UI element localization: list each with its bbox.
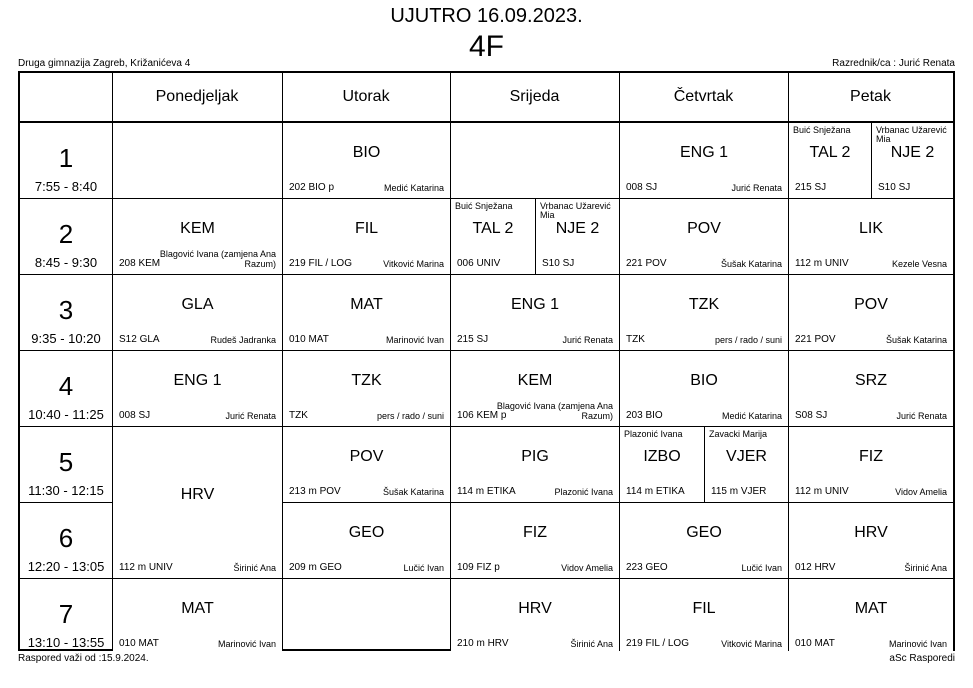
lesson-subject: BIO (352, 144, 381, 161)
lesson-subject: BIO (690, 372, 718, 389)
lesson-teacher: Buić Snježana (455, 201, 513, 211)
lesson-subject: MAT (181, 600, 214, 617)
period-cell (20, 350, 112, 426)
lesson-teacher: Jurić Renata (896, 411, 947, 421)
lesson-cell (113, 351, 282, 426)
period-number: 1 (58, 143, 74, 173)
lesson-cell (705, 427, 788, 502)
lesson-cell (451, 199, 535, 274)
lesson-room: 213 m POV (289, 486, 341, 497)
class-name: 4F (468, 30, 504, 63)
lesson-teacher: Buić Snježana (793, 125, 851, 135)
lesson-room: S10 SJ (878, 182, 911, 193)
lesson-room: 115 m VJER (711, 486, 767, 497)
lesson-room: 008 SJ (626, 182, 658, 193)
lesson-room: 112 m UNIV (795, 258, 849, 269)
lesson-teacher: Šušak Katarina (382, 487, 444, 497)
lesson-teacher: Plazonić Ivana (554, 487, 613, 497)
period-time: 11:30 - 12:15 (28, 483, 104, 498)
lesson-cell (789, 579, 953, 654)
lesson-cell (283, 123, 450, 198)
lesson-room: 112 m UNIV (119, 562, 173, 573)
lesson-subject: ENG 1 (173, 372, 222, 389)
lesson-room: 215 SJ (795, 182, 827, 193)
timetable-grid (18, 71, 955, 651)
lesson-subject: TAL 2 (472, 220, 514, 237)
lesson-teacher: Zavacki Marija (709, 429, 768, 439)
lesson-subject: FIZ (859, 448, 883, 465)
lesson-room: 010 MAT (289, 334, 329, 345)
lesson-cell (113, 199, 282, 274)
lesson-subject: FIZ (523, 524, 547, 541)
lesson-room: 010 MAT (119, 638, 159, 649)
lesson-cell (789, 503, 953, 578)
lesson-cell (620, 427, 704, 502)
lesson-cell (283, 275, 450, 350)
lesson-teacher: Širinić Ana (904, 563, 947, 573)
lesson-room: 210 m HRV (457, 638, 509, 649)
lesson-teacher: Marinović Ivan (385, 335, 444, 345)
period-cell (20, 502, 112, 578)
period-time: 12:20 - 13:05 (27, 559, 105, 574)
lesson-cell (789, 427, 953, 502)
lesson-cell (789, 351, 953, 426)
period-number: 3 (58, 295, 74, 325)
lesson-cell (283, 503, 450, 578)
lesson-subject: IZBO (643, 448, 681, 465)
lesson-teacher: Širinić Ana (233, 563, 276, 573)
lesson-cell (620, 351, 788, 426)
lesson-cell (789, 199, 953, 274)
lesson-teacher: pers / rado / suni (376, 411, 444, 421)
lesson-room: 219 FIL / LOG (289, 258, 352, 269)
lesson-room: 221 POV (795, 334, 836, 345)
lesson-cell (789, 123, 871, 198)
lesson-cell (451, 351, 619, 426)
lesson-teacher: Medić Katarina (383, 183, 444, 193)
lesson-subject: KEM (517, 372, 553, 389)
period-number: 7 (58, 599, 74, 629)
lesson-cell (451, 275, 619, 350)
period-cell (20, 122, 112, 198)
period-number: 6 (58, 523, 74, 553)
lesson-teacher: Vrbanac Užarević Mia (540, 201, 611, 220)
lesson-cell (620, 579, 788, 654)
lesson-cell (620, 503, 788, 578)
lesson-subject: NJE 2 (890, 144, 935, 161)
lesson-cell (620, 275, 788, 350)
lesson-room: 008 SJ (119, 410, 151, 421)
lesson-cell (620, 199, 788, 274)
lesson-room: S10 SJ (542, 258, 575, 269)
lesson-subject: SRZ (855, 372, 887, 389)
lesson-teacher: Vitković Marina (721, 639, 782, 649)
lesson-room: S12 GLA (119, 334, 160, 345)
lesson-teacher: Jurić Renata (225, 411, 276, 421)
lesson-cell (283, 427, 450, 502)
lesson-room: 208 KEM (119, 258, 161, 269)
lesson-room: 202 BIO p (289, 182, 335, 193)
lesson-subject: GEO (686, 524, 722, 541)
lesson-teacher: Vidov Amelia (895, 487, 947, 497)
lesson-subject: HRV (854, 524, 888, 541)
lesson-subject: GLA (181, 296, 214, 313)
period-number: 4 (58, 371, 74, 401)
lesson-room: 219 FIL / LOG (626, 638, 689, 649)
lesson-teacher: Vidov Amelia (561, 563, 613, 573)
lesson-teacher: Jurić Renata (562, 335, 613, 345)
lesson-teacher: Lučić Ivan (741, 563, 782, 573)
lesson-teacher: Jurić Renata (731, 183, 782, 193)
lesson-teacher: Kezele Vesna (891, 259, 947, 269)
day-header: Petak (850, 88, 891, 105)
lesson-cell (872, 123, 953, 198)
lesson-cell (451, 503, 619, 578)
lesson-teacher: Šušak Katarina (720, 259, 782, 269)
lesson-subject: TAL 2 (809, 144, 851, 161)
lesson-subject: TZK (351, 372, 382, 389)
period-time: 10:40 - 11:25 (28, 407, 104, 422)
lesson-teacher: Medić Katarina (721, 411, 782, 421)
lesson-room: 010 MAT (795, 638, 835, 649)
lesson-subject: POV (687, 220, 721, 237)
period-cell (20, 578, 112, 654)
lesson-room: 006 UNIV (457, 258, 501, 269)
lesson-room: 221 POV (626, 258, 667, 269)
lesson-teacher: Blagović Ivana (zamjena Ana Razum) (496, 401, 613, 421)
lesson-subject: VJER (726, 448, 767, 465)
lesson-subject: FIL (354, 220, 379, 237)
lesson-cell (283, 199, 450, 274)
lesson-room: 109 FIZ p (457, 562, 500, 573)
lesson-room: 209 m GEO (289, 562, 342, 573)
lesson-teacher: Vrbanac Užarević Mia (876, 125, 947, 144)
lesson-room: 106 KEM p (457, 410, 507, 421)
period-number: 2 (58, 219, 74, 249)
lesson-room: TZK (626, 334, 645, 345)
lesson-cell (113, 427, 282, 578)
lesson-cell (113, 579, 282, 654)
valid-from-note: Raspored važi od :15.9.2024. (18, 653, 149, 664)
period-cell (20, 198, 112, 274)
lesson-subject: FIL (692, 600, 716, 617)
lesson-cell (620, 123, 788, 198)
lesson-teacher: Lučić Ivan (403, 563, 444, 573)
lesson-room: S08 SJ (795, 410, 828, 421)
lesson-cell (451, 427, 619, 502)
period-time: 7:55 - 8:40 (34, 179, 98, 194)
lesson-teacher: Plazonić Ivana (624, 429, 683, 439)
lesson-subject: ENG 1 (510, 296, 559, 313)
day-header: Utorak (342, 88, 390, 105)
period-time: 9:35 - 10:20 (31, 331, 101, 346)
lesson-room: 215 SJ (457, 334, 489, 345)
lesson-subject: KEM (180, 220, 215, 237)
lesson-subject: NJE 2 (555, 220, 600, 237)
lesson-subject: MAT (854, 600, 888, 617)
day-header: Četvrtak (673, 88, 734, 105)
day-header: Ponedjeljak (155, 88, 239, 105)
schedule-title: UJUTRO 16.09.2023. (390, 5, 583, 27)
period-cell (20, 274, 112, 350)
lesson-cell (451, 579, 619, 654)
lesson-subject: POV (854, 296, 888, 313)
lesson-room: 223 GEO (626, 562, 668, 573)
lesson-teacher: pers / rado / suni (714, 335, 782, 345)
lesson-room: 112 m UNIV (795, 486, 849, 497)
lesson-room: 203 BIO (626, 410, 663, 421)
lesson-room: TZK (289, 410, 308, 421)
lesson-teacher: Širinić Ana (570, 639, 613, 649)
lesson-teacher: Vitković Marina (383, 259, 444, 269)
period-time: 8:45 - 9:30 (34, 255, 98, 270)
period-time: 13:10 - 13:55 (27, 635, 105, 650)
lesson-room: 114 m ETIKA (457, 486, 516, 497)
lesson-teacher: Šušak Katarina (885, 335, 947, 345)
lesson-teacher: Marinović Ivan (217, 639, 276, 649)
lesson-subject: HRV (180, 486, 215, 503)
lesson-cell (113, 275, 282, 350)
software-credit: aSc Rasporedi (889, 653, 955, 664)
lesson-subject: LIK (858, 220, 883, 237)
lesson-subject: ENG 1 (679, 144, 728, 161)
period-cell (20, 426, 112, 502)
period-number: 5 (58, 447, 74, 477)
lesson-subject: TZK (688, 296, 720, 313)
school-name: Druga gimnazija Zagreb, Križanićeva 4 (18, 58, 191, 69)
lesson-room: 114 m ETIKA (626, 486, 685, 497)
lesson-teacher: Marinović Ivan (888, 639, 947, 649)
lesson-subject: MAT (350, 296, 383, 313)
lesson-subject: PIG (521, 448, 549, 465)
lesson-subject: HRV (518, 600, 552, 617)
day-header: Srijeda (509, 88, 560, 105)
lesson-cell (789, 275, 953, 350)
lesson-teacher: Blagović Ivana (zamjena Ana Razum) (159, 249, 276, 269)
lesson-cell (283, 351, 450, 426)
lesson-subject: GEO (348, 524, 385, 541)
lesson-room: 012 HRV (795, 562, 836, 573)
lesson-subject: POV (349, 448, 384, 465)
class-teacher: Razrednik/ca : Jurić Renata (832, 58, 955, 69)
lesson-teacher: Rudeš Jadranka (210, 335, 276, 345)
lesson-cell (536, 199, 619, 274)
